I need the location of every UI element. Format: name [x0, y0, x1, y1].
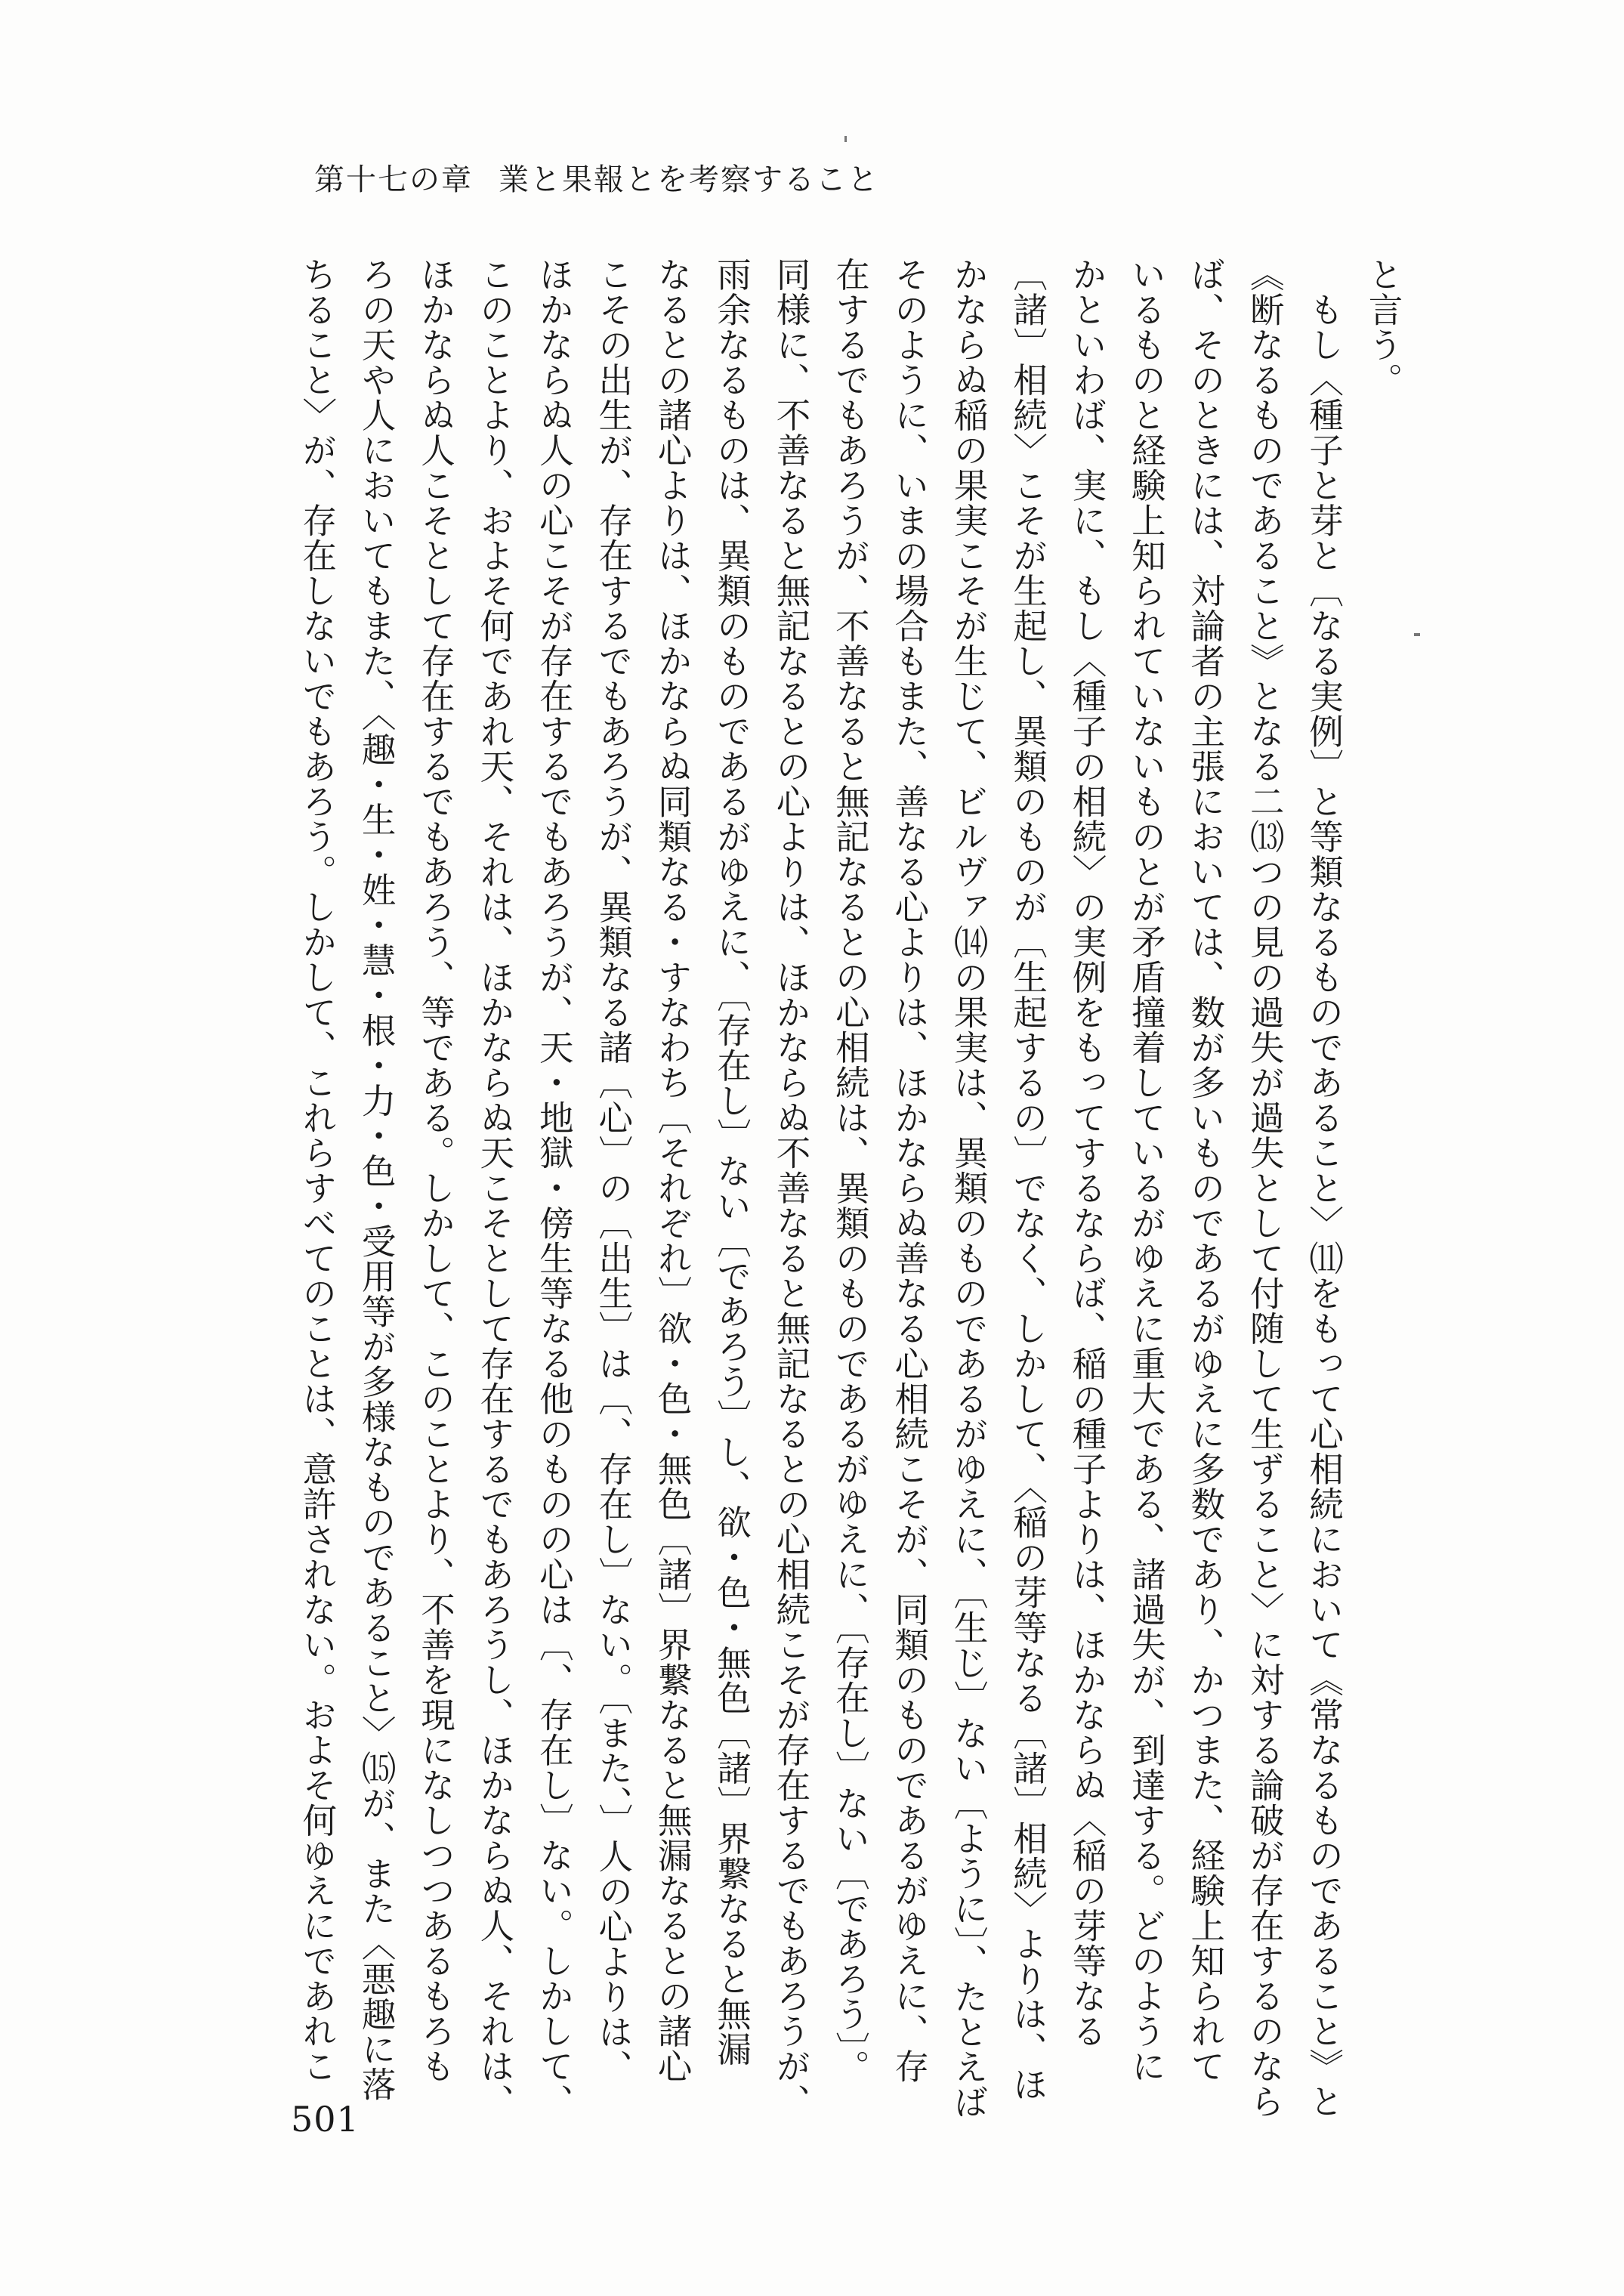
- text-line: このことより、およそ何であれ天、それは、ほかならぬ天こそとして存在するでもあろうし、ほかならぬ人、それは、: [474, 257, 515, 2119]
- page-number: 501: [291, 2099, 360, 2140]
- text-line: と言う。: [1363, 257, 1403, 397]
- scan-speck: [844, 136, 847, 142]
- text-line: 在するでもあろうが、不善なると無記なるとの心相続は、異類のものであるがゆえに、〔存在し〕ない〔であろう〕。: [830, 257, 871, 2084]
- text-line: かならぬ稲の果実こそが生じて、ビルヴァ⒁の果実は、異類のものであるがゆえに、〔生じ〕ない〔ように〕、たとえば: [949, 257, 990, 2120]
- chapter-title: 業と果報とを考察すること: [499, 162, 879, 197]
- text-line: 《断なるものであること》となる二⒀つの見の過失が過失として付随して生ずること〉に対する論破が存在するのなら: [1245, 257, 1286, 2119]
- text-line: いるものと経験上知られていないものとが矛盾撞着しているがゆえに重大である、諸過失が、到達する。どのように: [1126, 257, 1167, 2084]
- text-line: 同様に、不善なると無記なるとの心よりは、ほかならぬ不善なると無記なるとの心相続こそが存在するでもあろうが、: [770, 257, 811, 2119]
- text-line: なるとの諸心よりは、ほかならぬ同類なる・すなわち〔それぞれ〕欲・色・無色〔諸〕界繋なると無漏なるとの諸心: [653, 257, 693, 2084]
- text-line: そのように、いまの場合もまた、善なる心よりは、ほかならぬ善なる心相続こそが、同類のものであるがゆえに、存: [889, 257, 930, 2084]
- running-header: [314, 162, 879, 197]
- text-line: ほかならぬ人の心こそが存在するでもあろうが、天・地獄・傍生等なる他のものの心は〔、存在し〕ない。しかして、: [534, 257, 575, 2119]
- chapter-label: 第十七の章: [314, 162, 473, 197]
- text-line: 〔諸〕相続〉こそが生起し、異類のものが〔生起するの〕でなく、しかして、〈稲の芽等なる〔諸〕相続〉よりは、ほ: [1008, 257, 1048, 2102]
- text-line: ちること〉が、存在しないでもあろう。しかして、これらすべてのことは、意許されない。およそ何ゆえにであれこ: [297, 257, 338, 2084]
- text-line: もし〈種子と芽と〔なる実例〕と等類なるものであること〉⑾をもって心相続において《常なるものであること》と: [1304, 257, 1345, 2119]
- text-line: かといわば、実に、もし〈種子の相続〉の実例をもってするならば、稲の種子よりは、ほかならぬ〈稲の芽等なる: [1067, 257, 1107, 2049]
- text-line: 雨余なるものは、異類のものであるがゆえに、〔存在し〕ない〔であろう〕し、欲・色・無色〔諸〕界繋なると無漏: [712, 257, 752, 2067]
- text-line: ば、そのときには、対論者の主張においては、数が多いものであるがゆえに多数であり、かつまた、経験上知られて: [1185, 257, 1226, 2084]
- text-line: ろの天や人においてもまた、〈趣・生・姓・慧・根・力・色・受用等が多様なものであること〉⒂が、また〈悪趣に落: [357, 257, 397, 2102]
- scan-speck: [1414, 633, 1420, 636]
- text-line: ほかならぬ人こそとして存在するでもあろう、等である。しかして、このことより、不善を現になしつつあるもろも: [415, 257, 456, 2084]
- text-line: こその出生が、存在するでもあろうが、異類なる諸〔心〕の〔出生〕は〔、存在し〕ない。〔また、〕人の心よりは、: [593, 257, 634, 2084]
